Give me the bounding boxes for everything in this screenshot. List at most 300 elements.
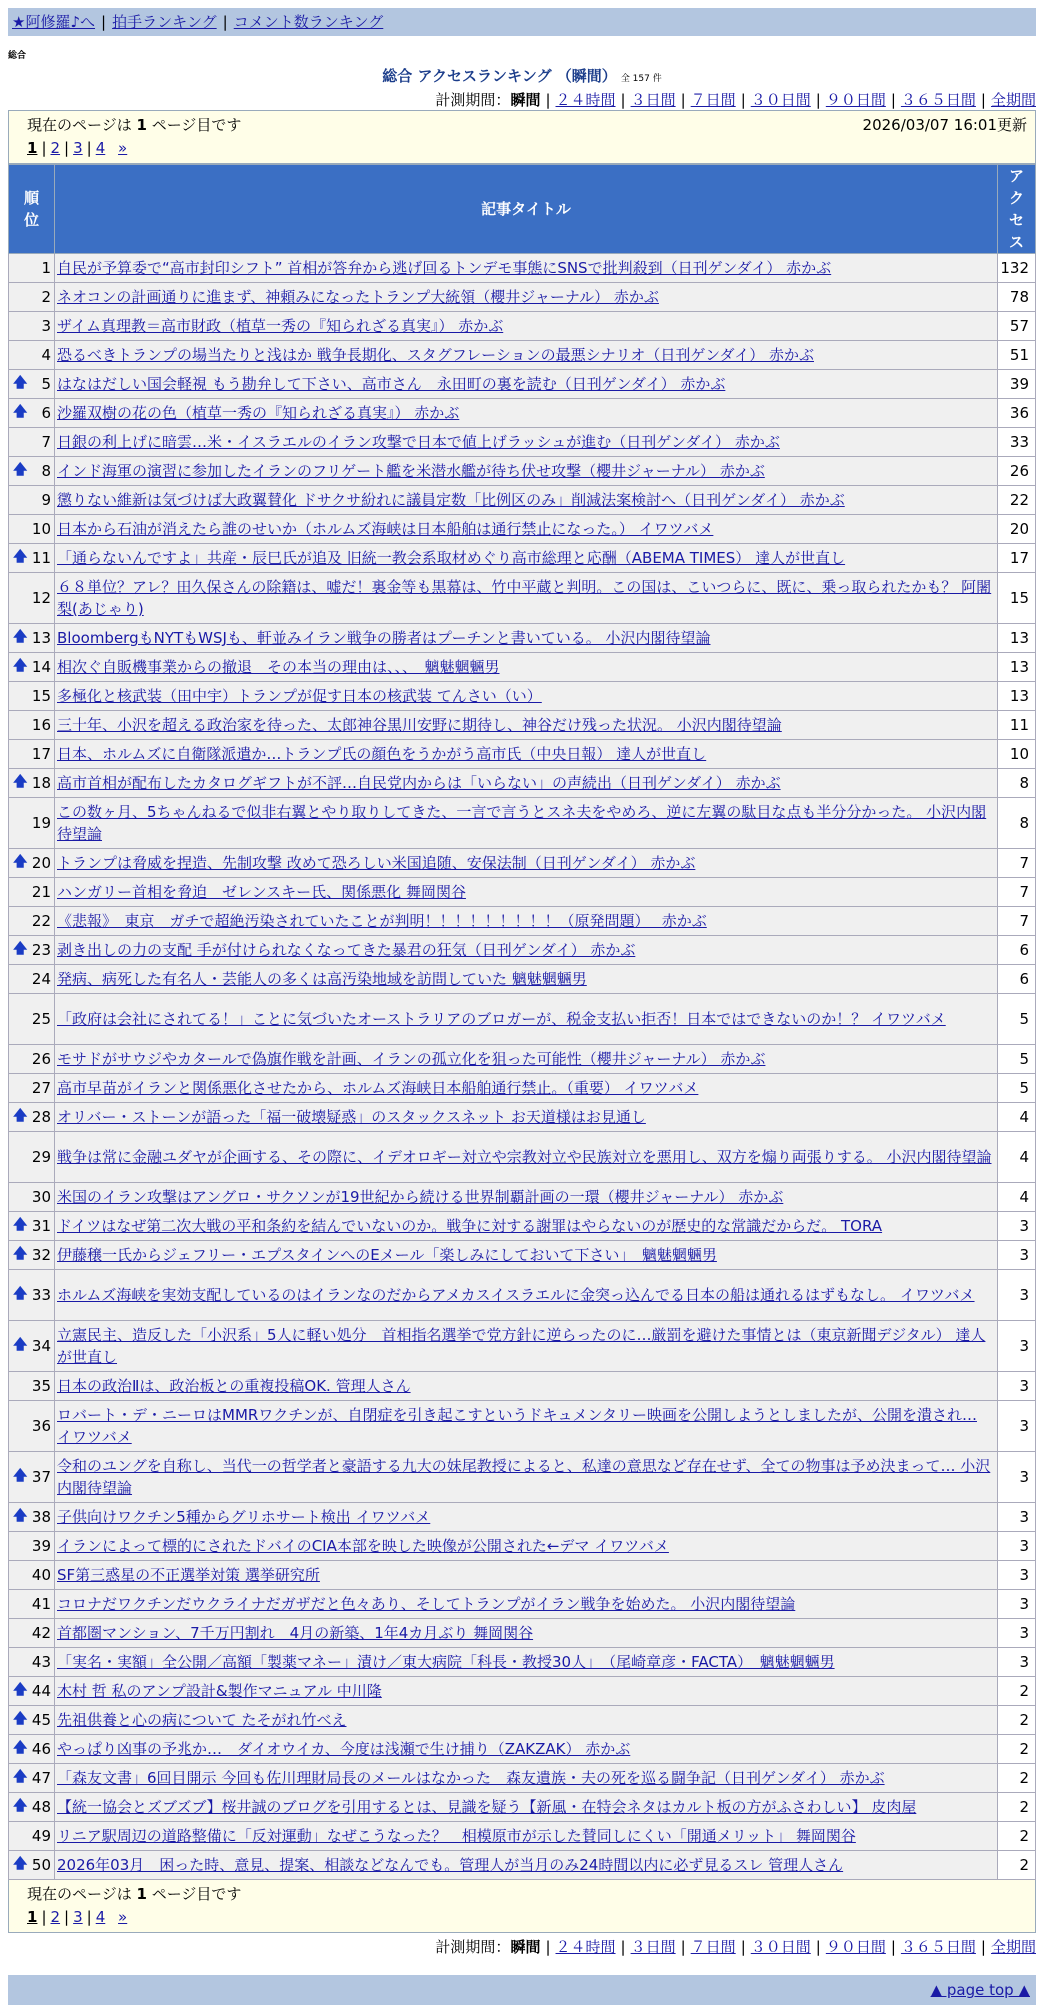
rank-number: 10 <box>31 520 51 538</box>
access-count: 3 <box>998 1590 1036 1619</box>
access-count: 6 <box>998 965 1036 994</box>
table-row <box>9 312 1036 341</box>
rank-number: 44 <box>31 1682 51 1700</box>
rank-cell <box>9 399 55 428</box>
col-rank-header: 順位 <box>9 165 55 254</box>
article-link[interactable]: 《悲報》 東京 ガチで超絶汚染されていたことが判明！！！！！！！！！（原発問題） 赤かぶ <box>57 912 707 930</box>
table-row <box>9 1851 1036 1880</box>
rank-cell <box>9 254 55 283</box>
rank-cell <box>9 1074 55 1103</box>
title-cell <box>55 1372 998 1401</box>
access-count: 3 <box>998 1452 1036 1503</box>
table-row <box>9 1648 1036 1677</box>
table-row <box>9 1270 1036 1321</box>
article-link[interactable]: ハンガリー首相を脅迫 ゼレンスキー氏、関係悪化 舞岡関谷 <box>57 883 466 901</box>
title-cell <box>55 1270 998 1321</box>
rank-number: 42 <box>31 1624 51 1642</box>
table-row <box>9 711 1036 740</box>
title-cell <box>55 1764 998 1793</box>
article-link[interactable]: ザイム真理教＝高市財政（植草一秀の『知られざる真実』） 赤かぶ <box>57 317 504 335</box>
table-row <box>9 682 1036 711</box>
period-current: 瞬間 <box>510 1938 541 1956</box>
rank-number: 12 <box>31 589 51 607</box>
access-count: 3 <box>998 1270 1036 1321</box>
title-cell <box>55 1132 998 1183</box>
access-count: 15 <box>998 573 1036 624</box>
title-cell <box>55 1401 998 1452</box>
rank-cell <box>9 907 55 936</box>
access-count: 7 <box>998 849 1036 878</box>
access-count: 2 <box>998 1793 1036 1822</box>
rank-up-arrow-icon: 🡅 <box>13 1246 28 1262</box>
title-cell <box>55 994 998 1045</box>
table-row <box>9 428 1036 457</box>
rank-number: 45 <box>31 1711 51 1729</box>
table-row <box>9 515 1036 544</box>
table-row <box>9 1735 1036 1764</box>
article-link[interactable]: 多極化と核武装（田中宇）トランプが促す日本の核武装 てんさい（い） <box>57 687 542 705</box>
top-nav <box>8 8 1036 36</box>
rank-number: 37 <box>31 1468 51 1486</box>
rank-up-arrow-icon: 🡅 <box>13 1740 28 1756</box>
rank-up-arrow-icon: 🡅 <box>13 375 28 391</box>
title-cell <box>55 965 998 994</box>
rank-number: 50 <box>31 1856 51 1874</box>
title-cell <box>55 1212 998 1241</box>
rank-cell <box>9 1735 55 1764</box>
access-count: 26 <box>998 457 1036 486</box>
article-link[interactable]: 自民が予算委で“高市封印シフト” 首相が答弁から逃げ回るトンデモ事態にSNSで批判殺到（日刊ゲンダイ） 赤かぶ <box>57 259 832 277</box>
rank-up-arrow-icon: 🡅 <box>13 629 28 645</box>
title-cell <box>55 1045 998 1074</box>
page-4-link[interactable]: 4 <box>95 139 106 157</box>
title-cell <box>55 769 998 798</box>
title-cell <box>55 1241 998 1270</box>
article-link[interactable]: ６８単位？アレ？田久保さんの除籍は、嘘だ！裏金等も黒幕は、竹中平蔵と判明。この国は、こいつらに、既に、乗っ取られたかも？ 阿闍梨(あじゃり) <box>57 578 992 618</box>
page-3-link[interactable]: 3 <box>73 1908 83 1926</box>
rank-up-arrow-icon: 🡅 <box>13 1798 28 1814</box>
title-cell <box>55 1074 998 1103</box>
title-cell <box>55 1452 998 1503</box>
title-cell <box>55 1619 998 1648</box>
access-count: 8 <box>998 769 1036 798</box>
article-link[interactable]: ロバート・デ・ニーロはMMRワクチンが、自閉症を引き起こすというドキュメンタリー映画を公開しようとしましたが、公開を潰され… イワツバメ <box>57 1406 977 1446</box>
title-cell <box>55 1648 998 1677</box>
rank-number: 24 <box>31 970 51 988</box>
title-cell <box>55 682 998 711</box>
rank-cell <box>9 544 55 573</box>
clap-ranking-link[interactable]: 拍手ランキング <box>112 13 217 31</box>
title-cell <box>55 1851 998 1880</box>
rank-cell <box>9 1677 55 1706</box>
col-access-header: アクセス <box>998 165 1036 254</box>
table-row <box>9 769 1036 798</box>
table-row <box>9 1321 1036 1372</box>
rank-up-arrow-icon: 🡅 <box>13 1682 28 1698</box>
rank-number: 15 <box>31 687 51 705</box>
table-row <box>9 1074 1036 1103</box>
period-all[interactable]: 全期間 <box>990 1938 1036 1956</box>
article-link[interactable]: ネオコンの計画通りに進まず、神頼みになったトランプ大統領（櫻井ジャーナル） 赤かぶ <box>57 288 659 306</box>
rank-number: 27 <box>31 1079 51 1097</box>
title-cell <box>55 457 998 486</box>
title-cell <box>55 1735 998 1764</box>
article-link[interactable]: 2026年03月 困った時、意見、提案、相談などなんでも。管理人が当月のみ24時間以内に必ず見るスレ 管理人さん <box>57 1856 844 1874</box>
rank-number: 47 <box>31 1769 51 1787</box>
title-cell <box>55 370 998 399</box>
rank-cell <box>9 312 55 341</box>
period-label: 計測期間： <box>435 91 511 109</box>
rank-cell <box>9 878 55 907</box>
rank-cell <box>9 1401 55 1452</box>
period-30d[interactable]: ３０日間 <box>750 1938 811 1956</box>
rank-cell <box>9 1183 55 1212</box>
rank-number: 32 <box>31 1246 51 1264</box>
table-row <box>9 254 1036 283</box>
rank-number: 43 <box>31 1653 51 1671</box>
rank-cell <box>9 624 55 653</box>
home-link[interactable]: ★阿修羅♪へ <box>12 13 96 31</box>
title-cell <box>55 573 998 624</box>
access-count: 22 <box>998 486 1036 515</box>
article-link[interactable]: やっぱり凶事の予兆か… ダイオウイカ、今度は浅瀬で生け捕り（ZAKZAK） 赤かぶ <box>57 1740 631 1758</box>
article-link[interactable]: 子供向けワクチン5種からグリホサート検出 イワツバメ <box>57 1508 431 1526</box>
access-count: 3 <box>998 1372 1036 1401</box>
rank-number: 16 <box>31 716 51 734</box>
table-row <box>9 1372 1036 1401</box>
article-link[interactable]: 伊藤穣一氏からジェフリー・エプスタインへのEメール「楽しみにしておいて下さい」 魑魅魍魎男 <box>57 1246 717 1264</box>
article-link[interactable]: 相次ぐ自販機事業からの撤退 その本当の理由は、、、 魑魅魍魎男 <box>57 658 500 676</box>
next-page-link[interactable]: » <box>118 139 128 157</box>
table-row <box>9 1590 1036 1619</box>
article-link[interactable]: 三十年、小沢を超える政治家を待った、太郎神谷黒川安野に期待し、神谷だけ残った状況。 小沢内閣待望論 <box>57 716 782 734</box>
article-link[interactable]: オリバー・ストーンが語った「福一破壊疑惑」のスタックスネット お天道様はお見通し <box>57 1108 646 1126</box>
rank-number: 19 <box>31 814 51 832</box>
access-count: 51 <box>998 341 1036 370</box>
table-row <box>9 653 1036 682</box>
article-link[interactable]: ホルムズ海峡を実効支配しているのはイランなのだからアメカスイスラエルに金突っ込んでる日本の船は通れるはずもなし。 イワツバメ <box>57 1286 975 1304</box>
period-24h[interactable]: ２４時間 <box>555 91 616 109</box>
page-3-link[interactable]: 3 <box>73 139 83 157</box>
access-count: 3 <box>998 1561 1036 1590</box>
rank-up-arrow-icon: 🡅 <box>13 1337 28 1353</box>
rank-up-arrow-icon: 🡅 <box>13 854 28 870</box>
period-7d[interactable]: ７日間 <box>690 91 736 109</box>
page-2-link[interactable]: 2 <box>50 139 61 157</box>
next-page-link[interactable]: » <box>118 1908 128 1926</box>
rank-cell <box>9 1648 55 1677</box>
article-link[interactable]: トランプは脅威を捏造、先制攻撃 改めて恐ろしい米国追随、安保法制（日刊ゲンダイ） 赤かぶ <box>57 854 696 872</box>
article-link[interactable]: 日本から石油が消えたら誰のせいか（ホルムズ海峡は日本船舶は通行禁止になった。） イワツバメ <box>57 520 714 538</box>
table-row <box>9 965 1036 994</box>
title-cell <box>55 907 998 936</box>
article-link[interactable]: 首都圏マンション、7千万円割れ 4月の新築、1年4カ月ぶり 舞岡関谷 <box>57 1624 534 1642</box>
nav-separator: | <box>222 13 228 31</box>
table-row <box>9 1401 1036 1452</box>
rank-number: 20 <box>31 854 51 872</box>
article-link[interactable]: この数ヶ月、5ちゃんねるで似非右翼とやり取りしてきた、一言で言うとスネ夫をやめろ、逆に左翼の駄目な点も半分分かった。 小沢内閣待望論 <box>57 803 987 843</box>
table-row <box>9 1103 1036 1132</box>
article-link[interactable]: はなはだしい国会軽視 もう勘弁して下さい、高市さん 永田町の裏を読む（日刊ゲンダイ） 赤かぶ <box>57 375 726 393</box>
article-link[interactable]: 恐るべきトランプの場当たりと浅はか 戦争長期化、スタグフレーションの最悪シナリオ（日刊ゲンダイ） 赤かぶ <box>57 346 814 364</box>
title-cell <box>55 486 998 515</box>
rank-up-arrow-icon: 🡅 <box>13 1856 28 1872</box>
access-count: 3 <box>998 1241 1036 1270</box>
access-count: 78 <box>998 283 1036 312</box>
article-link[interactable]: 高市早苗がイランと関係悪化させたから、ホルムズ海峡日本船舶通行禁止。（重要） イワツバメ <box>57 1079 699 1097</box>
table-row <box>9 544 1036 573</box>
access-count: 39 <box>998 370 1036 399</box>
period-selector-top: 計測期間：瞬間 | ２４時間 | ３日間 | ７日間 | ３０日間 | ９０日間 | ３６５日間 | 全期間 <box>435 91 1036 109</box>
period-selector-bottom: 計測期間：瞬間 | ２４時間 | ３日間 | ７日間 | ３０日間 | ９０日間 | ３６５日間 | 全期間 <box>435 1938 1036 1956</box>
period-all[interactable]: 全期間 <box>990 91 1036 109</box>
rank-number: 5 <box>41 375 51 393</box>
article-link[interactable]: 「森友文書」6回目開示 今回も佐川理財局長のメールはなかった 森友遺族・夫の死を巡る闘争記（日刊ゲンダイ） 赤かぶ <box>57 1769 885 1787</box>
period-90d[interactable]: ９０日間 <box>825 91 886 109</box>
rank-number: 39 <box>31 1537 51 1555</box>
rank-cell <box>9 1452 55 1503</box>
period-365d[interactable]: ３６５日間 <box>900 91 976 109</box>
rank-number: 25 <box>31 1010 51 1028</box>
table-row <box>9 1212 1036 1241</box>
access-count: 3 <box>998 1401 1036 1452</box>
period-3d[interactable]: ３日間 <box>630 1938 676 1956</box>
page-2-link[interactable]: 2 <box>50 1908 61 1926</box>
title-cell <box>55 1321 998 1372</box>
article-link[interactable]: SF第三惑星の不正選挙対策 選挙研究所 <box>57 1566 320 1584</box>
access-count: 132 <box>998 254 1036 283</box>
rank-number: 17 <box>31 745 51 763</box>
title-cell <box>55 798 998 849</box>
rank-number: 35 <box>31 1377 51 1395</box>
access-count: 11 <box>998 711 1036 740</box>
rank-cell <box>9 283 55 312</box>
table-row <box>9 573 1036 624</box>
table-row <box>9 849 1036 878</box>
rank-cell <box>9 1103 55 1132</box>
rank-cell <box>9 994 55 1045</box>
rank-cell <box>9 849 55 878</box>
rank-number: 34 <box>31 1337 51 1355</box>
article-link[interactable]: 日本、ホルムズに自衛隊派遣か…トランプ氏の顔色をうかがう高市氏（中央日報） 達人が世直し <box>57 745 707 763</box>
table-row <box>9 1241 1036 1270</box>
table-row <box>9 370 1036 399</box>
rank-cell <box>9 1503 55 1532</box>
rank-cell <box>9 1619 55 1648</box>
page-4-link[interactable]: 4 <box>95 1908 106 1926</box>
rank-number: 14 <box>31 658 51 676</box>
article-link[interactable]: コロナだワクチンだウクライナだガザだと色々あり、そしてトランプがイラン戦争を始めた。 小沢内閣待望論 <box>57 1595 796 1613</box>
rank-number: 2 <box>41 288 51 306</box>
rank-number: 33 <box>31 1286 51 1304</box>
rank-cell <box>9 769 55 798</box>
page-top-link[interactable]: ▲ page top ▲ <box>930 1981 1030 1999</box>
article-link[interactable]: 木村 哲 私のアンプ設計&製作マニュアル 中川隆 <box>57 1682 382 1700</box>
table-row <box>9 1561 1036 1590</box>
comment-ranking-link[interactable]: コメント数ランキング <box>233 13 384 31</box>
title-cell <box>55 711 998 740</box>
rank-cell <box>9 573 55 624</box>
table-row <box>9 1822 1036 1851</box>
access-count: 13 <box>998 682 1036 711</box>
rank-up-arrow-icon: 🡅 <box>13 1217 28 1233</box>
rank-number: 38 <box>31 1508 51 1526</box>
table-row <box>9 1452 1036 1503</box>
page-1-current: 1 <box>27 139 38 157</box>
rank-cell <box>9 1822 55 1851</box>
title-cell <box>55 1561 998 1590</box>
access-count: 2 <box>998 1851 1036 1880</box>
table-row <box>9 1619 1036 1648</box>
rank-up-arrow-icon: 🡅 <box>13 549 28 565</box>
rank-number: 11 <box>31 549 51 567</box>
article-link[interactable]: インド海軍の演習に参加したイランのフリゲート艦を米潜水艦が待ち伏せ攻撃（櫻井ジャーナル） 赤かぶ <box>57 462 765 480</box>
title-cell <box>55 653 998 682</box>
rank-number: 8 <box>41 462 51 480</box>
access-count: 5 <box>998 994 1036 1045</box>
access-count: 5 <box>998 1074 1036 1103</box>
access-count: 13 <box>998 653 1036 682</box>
article-link[interactable]: 「通らないんですよ」共産・辰巳氏が追及 旧統一教会系取材めぐり高市総理と応酬（ABEMA TIMES） 達人が世直し <box>57 549 846 567</box>
title-cell <box>55 1103 998 1132</box>
rank-number: 49 <box>31 1827 51 1845</box>
rank-cell <box>9 1241 55 1270</box>
title-cell <box>55 1532 998 1561</box>
title-cell <box>55 312 998 341</box>
page-1-current: 1 <box>27 1908 38 1926</box>
article-link[interactable]: 剥き出しの力の支配 手が付けられなくなってきた暴君の狂気（日刊ゲンダイ） 赤かぶ <box>57 941 636 959</box>
page-status: 現在のページは 1 ページ目です <box>27 1885 242 1903</box>
article-link[interactable]: 戦争は常に金融ユダヤが企画する、その際に、イデオロギー対立や宗教対立や民族対立を悪用し、双方を煽り両張りする。 小沢内閣待望論 <box>57 1148 992 1166</box>
article-link[interactable]: 「政府は会社にされてる！」ことに気づいたオーストラリアのブロガーが、税金支払い拒否！日本ではできないのか！？ イワツバメ <box>57 1010 946 1028</box>
rank-cell <box>9 341 55 370</box>
title-cell <box>55 1706 998 1735</box>
rank-up-arrow-icon: 🡅 <box>13 1508 28 1524</box>
title-cell <box>55 399 998 428</box>
article-link[interactable]: 先祖供養と心の病について たそがれ竹べえ <box>57 1711 347 1729</box>
section-label: 総合 <box>8 51 27 61</box>
article-link[interactable]: 発病、病死した有名人・芸能人の多くは高汚染地域を訪問していた 魑魅魍魎男 <box>57 970 587 988</box>
rank-number: 22 <box>31 912 51 930</box>
access-count: 2 <box>998 1764 1036 1793</box>
article-link[interactable]: 日銀の利上げに暗雲…米・イスラエルのイラン攻撃で日本で値上げラッシュが進む（日刊ゲンダイ） 赤かぶ <box>57 433 780 451</box>
page-status: 現在のページは 1 ページ目です <box>27 116 242 134</box>
rank-up-arrow-icon: 🡅 <box>13 404 28 420</box>
title-cell <box>55 1590 998 1619</box>
rank-cell <box>9 711 55 740</box>
rank-number: 13 <box>31 629 51 647</box>
access-count: 3 <box>998 1212 1036 1241</box>
access-count: 5 <box>998 1045 1036 1074</box>
access-count: 17 <box>998 544 1036 573</box>
title-cell <box>55 428 998 457</box>
rank-up-arrow-icon: 🡅 <box>13 774 28 790</box>
rank-cell <box>9 1851 55 1880</box>
period-current: 瞬間 <box>510 91 541 109</box>
title-cell <box>55 515 998 544</box>
period-label: 計測期間： <box>435 1938 511 1956</box>
table-row <box>9 1532 1036 1561</box>
access-count: 13 <box>998 624 1036 653</box>
title-cell <box>55 936 998 965</box>
article-link[interactable]: 懲りない維新は気づけば大政翼賛化 ドサクサ紛れに議員定数「比例区のみ」削減法案検討へ（日刊ゲンダイ） 赤かぶ <box>57 491 845 509</box>
article-link[interactable]: BloombergもNYTもWSJも、軒並みイラン戦争の勝者はプーチンと書いている。 小沢内閣待望論 <box>57 629 711 647</box>
rank-cell <box>9 486 55 515</box>
title-cell <box>55 849 998 878</box>
rank-number: 9 <box>41 491 51 509</box>
table-row <box>9 740 1036 769</box>
rank-cell <box>9 1532 55 1561</box>
article-link[interactable]: 立憲民主、造反した「小沢系」5人に軽い処分 首相指名選挙で党方針に逆らったのに…厳罰を避けた事情とは（東京新聞デジタル） 達人が世直し <box>57 1326 986 1366</box>
access-count: 10 <box>998 740 1036 769</box>
pager-top: 現在のページは 1 ページ目です 2026/03/07 16:01更新 1 | 2 | 3 | 4 » <box>8 110 1036 164</box>
period-30d[interactable]: ３０日間 <box>750 91 811 109</box>
period-24h[interactable]: ２４時間 <box>555 1938 616 1956</box>
access-count: 3 <box>998 1619 1036 1648</box>
rank-number: 46 <box>31 1740 51 1758</box>
article-link[interactable]: 日本の政治Ⅱは、政治板との重複投稿OK. 管理人さん <box>57 1377 411 1395</box>
table-row <box>9 341 1036 370</box>
access-count: 2 <box>998 1677 1036 1706</box>
rank-cell <box>9 1793 55 1822</box>
rank-number: 30 <box>31 1188 51 1206</box>
title-cell <box>55 341 998 370</box>
rank-number: 31 <box>31 1217 51 1235</box>
table-row <box>9 457 1036 486</box>
rank-cell <box>9 798 55 849</box>
article-link[interactable]: リニア駅周辺の道路整備に「反対運動」なぜこうなった？ 相模原市が示した賛同しにくい「開通メリット」 舞岡関谷 <box>57 1827 856 1845</box>
table-row <box>9 399 1036 428</box>
article-link[interactable]: ドイツはなぜ第二次大戦の平和条約を結んでいないのか。戦争に対する謝罪はやらないのが歴史的な常識だからだ。 TORA <box>57 1217 883 1235</box>
access-count: 4 <box>998 1132 1036 1183</box>
article-link[interactable]: イランによって標的にされたドバイのCIA本部を映した映像が公開された←デマ イワツバメ <box>57 1537 669 1555</box>
title-cell <box>55 1822 998 1851</box>
article-link[interactable]: 米国のイラン攻撃はアングロ・サクソンが19世紀から続ける世界制覇計画の一環（櫻井ジャーナル） 赤かぶ <box>57 1188 784 1206</box>
rank-cell <box>9 1590 55 1619</box>
access-count: 57 <box>998 312 1036 341</box>
access-count: 20 <box>998 515 1036 544</box>
table-row <box>9 1793 1036 1822</box>
article-link[interactable]: 令和のユングを自称し、当代一の哲学者と豪語する九大の妹尾教授によると、私達の意思など存在せず、全ての物事は予め決まって… 小沢内閣待望論 <box>57 1457 991 1497</box>
table-row <box>9 1706 1036 1735</box>
title-cell <box>55 1677 998 1706</box>
rank-cell <box>9 1706 55 1735</box>
period-365d[interactable]: ３６５日間 <box>900 1938 976 1956</box>
heading-title: 総合 アクセスランキング （瞬間） <box>382 67 617 85</box>
table-row <box>9 1132 1036 1183</box>
title-cell <box>55 740 998 769</box>
article-link[interactable]: モサドがサウジやカタールで偽旗作戦を計画、イランの孤立化を狙った可能性（櫻井ジャーナル） 赤かぶ <box>57 1050 766 1068</box>
access-count: 3 <box>998 1648 1036 1677</box>
rank-up-arrow-icon: 🡅 <box>13 1468 28 1484</box>
rank-number: 23 <box>31 941 51 959</box>
article-link[interactable]: 【統一協会とズブズブ】桜井誠のブログを引用するとは、見識を疑う【新風・在特会ネタはカルト板の方がふさわしい】 皮肉屋 <box>57 1798 917 1816</box>
rank-cell <box>9 428 55 457</box>
rank-number: 26 <box>31 1050 51 1068</box>
period-3d[interactable]: ３日間 <box>630 91 676 109</box>
rank-up-arrow-icon: 🡅 <box>13 462 28 478</box>
access-count: 3 <box>998 1503 1036 1532</box>
article-link[interactable]: 高市首相が配布したカタログギフトが不評…自民党内からは「いらない」の声続出（日刊ゲンダイ） 赤かぶ <box>57 774 781 792</box>
article-link[interactable]: 沙羅双樹の花の色（植草一秀の『知られざる真実』） 赤かぶ <box>57 404 460 422</box>
title-cell <box>55 878 998 907</box>
period-90d[interactable]: ９０日間 <box>825 1938 886 1956</box>
period-7d[interactable]: ７日間 <box>690 1938 736 1956</box>
article-link[interactable]: 「実名・実額」全公開／高額「製薬マネー」漬け／東大病院「科長・教授30人」 （尾崎章彦・FACTA） 魑魅魍魎男 <box>57 1653 835 1671</box>
rank-cell <box>9 682 55 711</box>
rank-cell <box>9 1561 55 1590</box>
title-cell <box>55 544 998 573</box>
